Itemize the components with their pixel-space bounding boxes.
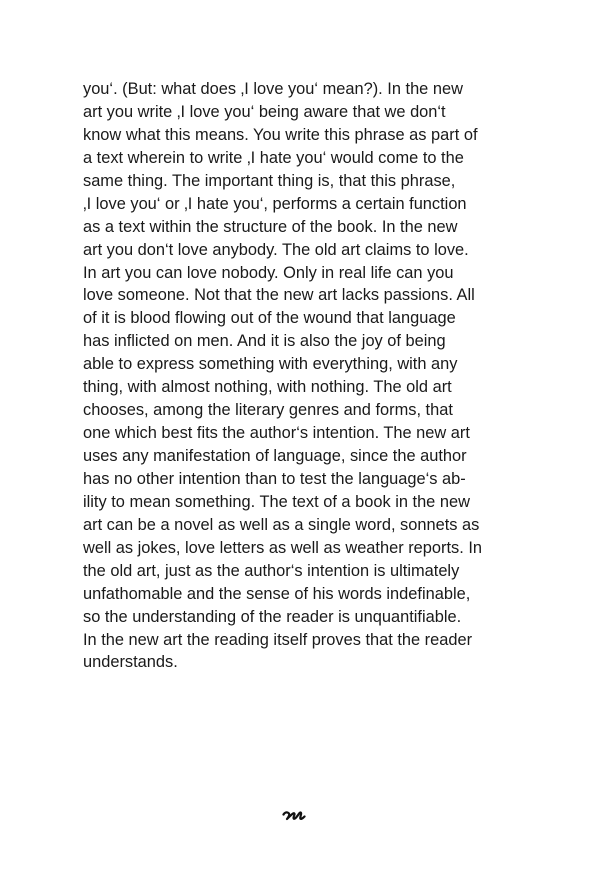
text-line: uses any manifestation of language, since the author (83, 447, 467, 465)
text-line: In the new art the reading itself proves that the reader (83, 630, 473, 649)
text-line: art can be a novel as well as a single word, sonnets as (83, 515, 480, 534)
text-line: ‚I love you‘ or ‚I hate you‘, performs a certain function (83, 194, 467, 213)
text-line: able to express something with everything, with any (83, 355, 458, 374)
text-line: thing, with almost nothing, with nothing. The old art (83, 378, 452, 397)
text-line: same thing. The important thing is, that this phrase, (83, 171, 456, 190)
text-line: as a text within the structure of the book. In the new (83, 217, 458, 236)
body-text (83, 78, 503, 674)
text-line: a text wherein to write ‚I hate you‘ would come to the (83, 148, 464, 167)
text-line: In art you can love nobody. Only in real life can you (83, 263, 454, 282)
text-line: has no other intention than to test the language‘s ab- (83, 469, 466, 488)
text-line: one which best fits the author‘s intention. The new art (83, 424, 470, 443)
text-line: unfathomable and the sense of his words indefinable, (83, 584, 471, 603)
text-line: so the understanding of the reader is unquantifiable. (83, 607, 462, 626)
text-line: know what this means. You write this phrase as part of (83, 125, 478, 144)
text-line: has inflicted on men. And it is also the joy of being (83, 332, 446, 351)
text-line: of it is blood flowing out of the wound that language (83, 309, 456, 328)
text-line: the old art, just as the author‘s intention is ultimately (83, 561, 460, 580)
text-line: understands. (83, 653, 178, 672)
handwritten-page-mark-icon (282, 809, 306, 823)
text-line: you‘. (But: what does ‚I love you‘ mean?). In the new (83, 80, 463, 98)
text-line: chooses, among the literary genres and forms, that (83, 401, 453, 420)
text-line: art you don‘t love anybody. The old art claims to love. (83, 240, 469, 259)
text-line: well as jokes, love letters as well as weather reports. In (83, 538, 483, 557)
text-line: art you write ‚I love you‘ being aware that we don‘t (83, 102, 446, 121)
text-line: ility to mean something. The text of a book in the new (83, 492, 470, 511)
text-line: love someone. Not that the new art lacks passions. All (83, 286, 475, 305)
